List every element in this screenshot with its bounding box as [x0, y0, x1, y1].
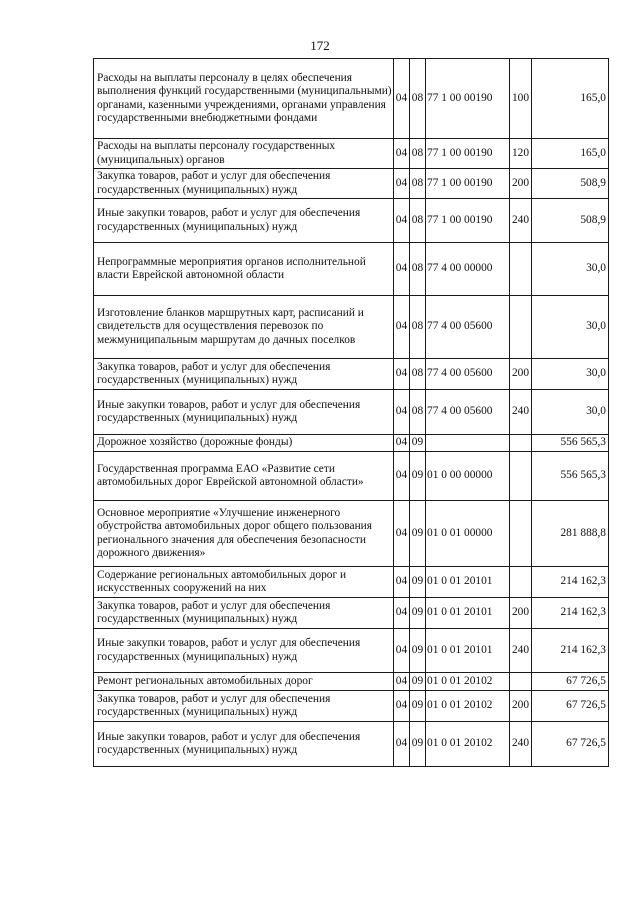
row-expense-type: 200 [510, 169, 532, 199]
row-amount: 30,0 [532, 390, 609, 435]
row-section: 04 [394, 501, 410, 567]
row-section: 04 [394, 598, 410, 629]
row-target-code: 01 0 01 20101 [426, 567, 510, 598]
row-subsection: 08 [410, 390, 426, 435]
row-name: Иные закупки товаров, работ и услуг для обеспечения государственных (муниципальных) нужд [94, 629, 394, 673]
row-name: Иные закупки товаров, работ и услуг для обеспечения государственных (муниципальных) нужд [94, 390, 394, 435]
row-name: Закупка товаров, работ и услуг для обеспечения государственных (муниципальных) нужд [94, 598, 394, 629]
table-row [94, 691, 609, 722]
row-target-code: 01 0 01 20101 [426, 598, 510, 629]
table-row [94, 243, 609, 296]
row-subsection: 08 [410, 139, 426, 169]
row-expense-type: 200 [510, 359, 532, 390]
row-name: Непрограммные мероприятия органов исполнительной власти Еврейской автономной области [94, 243, 394, 296]
row-name: Расходы на выплаты персоналу в целях обеспечения выполнения функций государственными (муниципальными) органами, казенными учреждениями, органами управления государственными внебюджетными фондами [94, 59, 394, 139]
row-amount: 214 162,3 [532, 598, 609, 629]
row-subsection: 08 [410, 199, 426, 243]
row-amount: 30,0 [532, 296, 609, 359]
row-target-code [426, 435, 510, 452]
table-row [94, 199, 609, 243]
row-section: 04 [394, 59, 410, 139]
row-amount: 30,0 [532, 359, 609, 390]
row-section: 04 [394, 673, 410, 691]
row-target-code: 77 1 00 00190 [426, 169, 510, 199]
row-expense-type: 240 [510, 390, 532, 435]
row-subsection: 09 [410, 722, 426, 767]
row-name: Закупка товаров, работ и услуг для обеспечения государственных (муниципальных) нужд [94, 691, 394, 722]
row-section: 04 [394, 722, 410, 767]
row-target-code: 01 0 01 20102 [426, 691, 510, 722]
row-name: Закупка товаров, работ и услуг для обеспечения государственных (муниципальных) нужд [94, 359, 394, 390]
row-amount: 214 162,3 [532, 567, 609, 598]
row-subsection: 08 [410, 243, 426, 296]
table-row [94, 169, 609, 199]
row-amount: 165,0 [532, 59, 609, 139]
row-section: 04 [394, 139, 410, 169]
row-subsection: 09 [410, 673, 426, 691]
row-section: 04 [394, 691, 410, 722]
row-subsection: 09 [410, 501, 426, 567]
row-target-code: 77 4 00 00000 [426, 243, 510, 296]
row-target-code: 77 4 00 05600 [426, 296, 510, 359]
row-section: 04 [394, 452, 410, 501]
table-row [94, 435, 609, 452]
table-row [94, 598, 609, 629]
table-row [94, 296, 609, 359]
table-row [94, 359, 609, 390]
row-section: 04 [394, 629, 410, 673]
table-row [94, 59, 609, 139]
row-name: Иные закупки товаров, работ и услуг для обеспечения государственных (муниципальных) нужд [94, 722, 394, 767]
row-amount: 67 726,5 [532, 722, 609, 767]
row-expense-type: 240 [510, 722, 532, 767]
table-row [94, 501, 609, 567]
row-target-code: 01 0 01 20102 [426, 673, 510, 691]
row-amount: 165,0 [532, 139, 609, 169]
table-row [94, 567, 609, 598]
row-amount: 556 565,3 [532, 435, 609, 452]
row-name: Дорожное хозяйство (дорожные фонды) [94, 435, 394, 452]
row-target-code: 77 1 00 00190 [426, 59, 510, 139]
row-target-code: 77 1 00 00190 [426, 139, 510, 169]
table-row [94, 452, 609, 501]
row-name: Основное мероприятие «Улучшение инженерного обустройства автомобильных дорог общего пользования регионального значения для обеспечения безопасности дорожного движения» [94, 501, 394, 567]
row-amount: 30,0 [532, 243, 609, 296]
row-expense-type: 240 [510, 629, 532, 673]
row-target-code: 01 0 00 00000 [426, 452, 510, 501]
budget-table [93, 58, 609, 767]
row-amount: 214 162,3 [532, 629, 609, 673]
row-subsection: 08 [410, 359, 426, 390]
table-row [94, 139, 609, 169]
row-expense-type: 120 [510, 139, 532, 169]
row-expense-type [510, 673, 532, 691]
row-expense-type: 100 [510, 59, 532, 139]
row-amount: 67 726,5 [532, 673, 609, 691]
table-row [94, 390, 609, 435]
table-row [94, 722, 609, 767]
row-name: Содержание региональных автомобильных дорог и искусственных сооружений на них [94, 567, 394, 598]
row-name: Ремонт региональных автомобильных дорог [94, 673, 394, 691]
row-target-code: 77 4 00 05600 [426, 390, 510, 435]
row-target-code: 77 1 00 00190 [426, 199, 510, 243]
row-target-code: 01 0 01 20101 [426, 629, 510, 673]
row-name: Государственная программа ЕАО «Развитие сети автомобильных дорог Еврейской автономной области» [94, 452, 394, 501]
row-target-code: 01 0 01 00000 [426, 501, 510, 567]
row-subsection: 08 [410, 296, 426, 359]
row-name: Закупка товаров, работ и услуг для обеспечения государственных (муниципальных) нужд [94, 169, 394, 199]
row-name: Иные закупки товаров, работ и услуг для обеспечения государственных (муниципальных) нужд [94, 199, 394, 243]
row-amount: 508,9 [532, 199, 609, 243]
table-row [94, 629, 609, 673]
row-expense-type: 200 [510, 691, 532, 722]
row-subsection: 09 [410, 629, 426, 673]
page-number: 172 [310, 38, 330, 53]
row-section: 04 [394, 567, 410, 598]
row-section: 04 [394, 390, 410, 435]
row-amount: 508,9 [532, 169, 609, 199]
row-name: Изготовление бланков маршрутных карт, расписаний и свидетельств для осуществления перевозок по межмуниципальным маршрутам до дачных поселков [94, 296, 394, 359]
row-subsection: 09 [410, 452, 426, 501]
row-target-code: 01 0 01 20102 [426, 722, 510, 767]
row-amount: 556 565,3 [532, 452, 609, 501]
table-row [94, 673, 609, 691]
row-subsection: 09 [410, 567, 426, 598]
row-subsection: 09 [410, 435, 426, 452]
row-subsection: 08 [410, 169, 426, 199]
row-name: Расходы на выплаты персоналу государственных (муниципальных) органов [94, 139, 394, 169]
row-expense-type [510, 435, 532, 452]
row-expense-type [510, 501, 532, 567]
row-subsection: 08 [410, 59, 426, 139]
row-section: 04 [394, 169, 410, 199]
row-subsection: 09 [410, 691, 426, 722]
row-expense-type [510, 296, 532, 359]
row-expense-type [510, 567, 532, 598]
row-expense-type [510, 243, 532, 296]
row-subsection: 09 [410, 598, 426, 629]
row-section: 04 [394, 243, 410, 296]
row-expense-type [510, 452, 532, 501]
row-amount: 281 888,8 [532, 501, 609, 567]
row-target-code: 77 4 00 05600 [426, 359, 510, 390]
row-section: 04 [394, 359, 410, 390]
row-expense-type: 200 [510, 598, 532, 629]
row-amount: 67 726,5 [532, 691, 609, 722]
row-section: 04 [394, 435, 410, 452]
row-expense-type: 240 [510, 199, 532, 243]
row-section: 04 [394, 199, 410, 243]
row-section: 04 [394, 296, 410, 359]
